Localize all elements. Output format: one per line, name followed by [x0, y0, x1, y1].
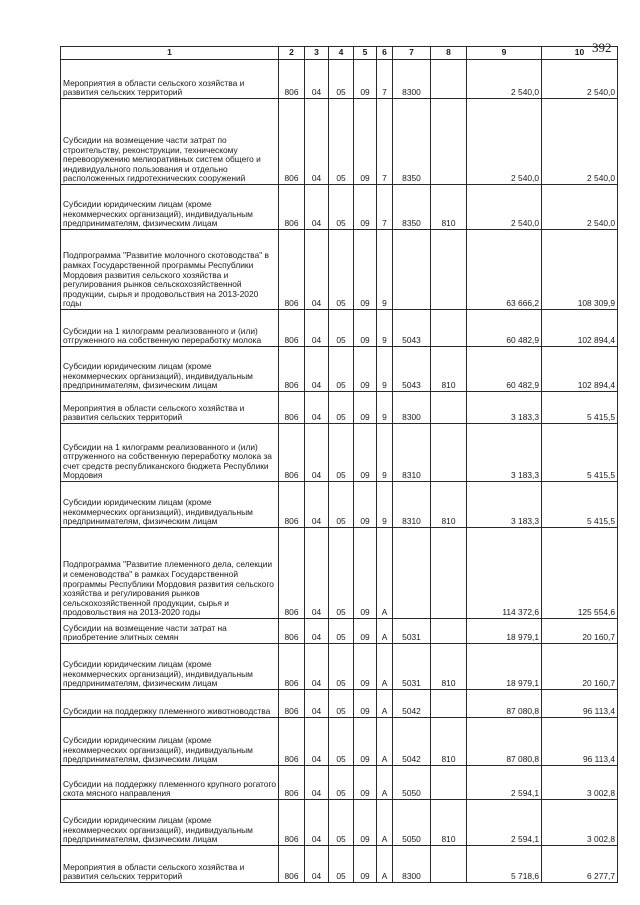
table-row	[61, 846, 618, 883]
table-row	[61, 99, 618, 185]
subprogram-code-cell: 7	[377, 60, 393, 99]
amount-cell-10: 3 002,8	[542, 800, 618, 846]
expense-type-cell	[431, 690, 467, 718]
subsection-code-cell: 05	[329, 60, 354, 99]
amount-cell-9: 2 594,1	[467, 766, 542, 800]
ministry-code-cell: 806	[279, 60, 305, 99]
target-code-cell: 5043	[393, 310, 431, 347]
subsection-code-cell: 05	[329, 528, 354, 619]
row-name-cell: Субсидии на возмещение части затрат по строительству, реконструкции, техническому перевооружению мелиоративных систем общего и индивидуального пользования и отдельно расположенных гидротехнических сооружений	[61, 99, 279, 185]
amount-cell-10: 3 002,8	[542, 766, 618, 800]
ministry-code-cell: 806	[279, 347, 305, 392]
subprogram-code-cell: 7	[377, 185, 393, 230]
program-code-cell: 09	[354, 347, 377, 392]
ministry-code-cell: 806	[279, 766, 305, 800]
subsection-code-cell: 05	[329, 230, 354, 310]
expense-type-cell: 810	[431, 800, 467, 846]
amount-cell-9: 60 482,9	[467, 310, 542, 347]
ministry-code-cell: 806	[279, 718, 305, 766]
header-cell-9: 9	[467, 47, 542, 60]
subprogram-code-cell: А	[377, 846, 393, 883]
subprogram-code-cell: 9	[377, 392, 393, 424]
subprogram-code-cell: А	[377, 718, 393, 766]
section-code-cell: 04	[305, 392, 329, 424]
table-row	[61, 718, 618, 766]
subprogram-code-cell: А	[377, 766, 393, 800]
subsection-code-cell: 05	[329, 766, 354, 800]
header-cell-1: 1	[61, 47, 279, 60]
table-row	[61, 800, 618, 846]
subprogram-code-cell: 9	[377, 482, 393, 528]
ministry-code-cell: 806	[279, 800, 305, 846]
expense-type-cell	[431, 60, 467, 99]
amount-cell-10: 5 415,5	[542, 482, 618, 528]
section-code-cell: 04	[305, 347, 329, 392]
subsection-code-cell: 05	[329, 718, 354, 766]
subprogram-code-cell: А	[377, 644, 393, 690]
ministry-code-cell: 806	[279, 482, 305, 528]
table-row	[61, 690, 618, 718]
amount-cell-10: 2 540,0	[542, 99, 618, 185]
section-code-cell: 04	[305, 310, 329, 347]
section-code-cell: 04	[305, 60, 329, 99]
target-code-cell: 8350	[393, 99, 431, 185]
amount-cell-10: 96 113,4	[542, 690, 618, 718]
row-name-cell: Мероприятия в области сельского хозяйства и развития сельских территорий	[61, 392, 279, 424]
section-code-cell: 04	[305, 482, 329, 528]
subsection-code-cell: 05	[329, 347, 354, 392]
subprogram-code-cell: А	[377, 619, 393, 644]
program-code-cell: 09	[354, 60, 377, 99]
table-row	[61, 766, 618, 800]
expense-type-cell	[431, 846, 467, 883]
amount-cell-10: 125 554,6	[542, 528, 618, 619]
table-row	[61, 60, 618, 99]
target-code-cell: 8300	[393, 392, 431, 424]
ministry-code-cell: 806	[279, 310, 305, 347]
row-name-cell: Субсидии на возмещение части затрат на приобретение элитных семян	[61, 619, 279, 644]
budget-table	[60, 46, 618, 883]
ministry-code-cell: 806	[279, 392, 305, 424]
ministry-code-cell: 806	[279, 619, 305, 644]
target-code-cell	[393, 230, 431, 310]
amount-cell-10: 96 113,4	[542, 718, 618, 766]
subsection-code-cell: 05	[329, 846, 354, 883]
subsection-code-cell: 05	[329, 185, 354, 230]
program-code-cell: 09	[354, 690, 377, 718]
amount-cell-9: 3 183,3	[467, 482, 542, 528]
table-row	[61, 482, 618, 528]
target-code-cell: 5042	[393, 718, 431, 766]
amount-cell-9: 3 183,3	[467, 392, 542, 424]
amount-cell-9: 2 540,0	[467, 60, 542, 99]
program-code-cell: 09	[354, 310, 377, 347]
header-cell-3: 3	[305, 47, 329, 60]
amount-cell-10: 2 540,0	[542, 185, 618, 230]
section-code-cell: 04	[305, 185, 329, 230]
table-row	[61, 230, 618, 310]
ministry-code-cell: 806	[279, 690, 305, 718]
amount-cell-9: 87 080,8	[467, 690, 542, 718]
expense-type-cell: 810	[431, 482, 467, 528]
amount-cell-9: 18 979,1	[467, 619, 542, 644]
table-row	[61, 185, 618, 230]
section-code-cell: 04	[305, 619, 329, 644]
table-row	[61, 310, 618, 347]
program-code-cell: 09	[354, 528, 377, 619]
ministry-code-cell: 806	[279, 230, 305, 310]
amount-cell-9: 5 718,6	[467, 846, 542, 883]
target-code-cell	[393, 528, 431, 619]
subprogram-code-cell: 9	[377, 424, 393, 482]
section-code-cell: 04	[305, 230, 329, 310]
expense-type-cell: 810	[431, 718, 467, 766]
subsection-code-cell: 05	[329, 392, 354, 424]
target-code-cell: 5043	[393, 347, 431, 392]
section-code-cell: 04	[305, 846, 329, 883]
row-name-cell: Субсидии юридическим лицам (кроме некоммерческих организаций), индивидуальным предпринимателям, физическим лицам	[61, 482, 279, 528]
header-cell-4: 4	[329, 47, 354, 60]
target-code-cell: 5042	[393, 690, 431, 718]
amount-cell-10: 2 540,0	[542, 60, 618, 99]
amount-cell-10: 20 160,7	[542, 644, 618, 690]
ministry-code-cell: 806	[279, 528, 305, 619]
target-code-cell: 8310	[393, 482, 431, 528]
row-name-cell: Субсидии юридическим лицам (кроме некоммерческих организаций), индивидуальным предпринимателям, физическим лицам	[61, 718, 279, 766]
subprogram-code-cell: 9	[377, 310, 393, 347]
amount-cell-9: 63 666,2	[467, 230, 542, 310]
ministry-code-cell: 806	[279, 846, 305, 883]
expense-type-cell	[431, 528, 467, 619]
amount-cell-9: 2 594,1	[467, 800, 542, 846]
expense-type-cell	[431, 99, 467, 185]
section-code-cell: 04	[305, 800, 329, 846]
amount-cell-10: 102 894,4	[542, 310, 618, 347]
header-cell-2: 2	[279, 47, 305, 60]
table-row	[61, 528, 618, 619]
header-cell-7: 7	[393, 47, 431, 60]
amount-cell-10: 102 894,4	[542, 347, 618, 392]
target-code-cell: 5031	[393, 644, 431, 690]
subprogram-code-cell: 9	[377, 230, 393, 310]
subsection-code-cell: 05	[329, 99, 354, 185]
subprogram-code-cell: А	[377, 528, 393, 619]
program-code-cell: 09	[354, 846, 377, 883]
amount-cell-10: 5 415,5	[542, 392, 618, 424]
table-row	[61, 392, 618, 424]
expense-type-cell	[431, 766, 467, 800]
program-code-cell: 09	[354, 800, 377, 846]
row-name-cell: Субсидии юридическим лицам (кроме некоммерческих организаций), индивидуальным предпринимателям, физическим лицам	[61, 644, 279, 690]
expense-type-cell	[431, 424, 467, 482]
amount-cell-9: 3 183,3	[467, 424, 542, 482]
target-code-cell: 8350	[393, 185, 431, 230]
target-code-cell: 5031	[393, 619, 431, 644]
page-number: 392	[592, 40, 612, 55]
header-cell-6: 6	[377, 47, 393, 60]
program-code-cell: 09	[354, 482, 377, 528]
section-code-cell: 04	[305, 424, 329, 482]
header-cell-8: 8	[431, 47, 467, 60]
row-name-cell: Субсидии на поддержку племенного животноводства	[61, 690, 279, 718]
program-code-cell: 09	[354, 392, 377, 424]
section-code-cell: 04	[305, 718, 329, 766]
subsection-code-cell: 05	[329, 482, 354, 528]
program-code-cell: 09	[354, 424, 377, 482]
amount-cell-10: 6 277,7	[542, 846, 618, 883]
amount-cell-9: 60 482,9	[467, 347, 542, 392]
expense-type-cell: 810	[431, 347, 467, 392]
row-name-cell: Субсидии юридическим лицам (кроме некоммерческих организаций), индивидуальным предпринимателям, физическим лицам	[61, 347, 279, 392]
row-name-cell: Субсидии на 1 килограмм реализованного и (или) отгруженного на собственную переработку молока	[61, 310, 279, 347]
expense-type-cell	[431, 230, 467, 310]
subsection-code-cell: 05	[329, 800, 354, 846]
subsection-code-cell: 05	[329, 310, 354, 347]
subprogram-code-cell: А	[377, 690, 393, 718]
row-name-cell: Мероприятия в области сельского хозяйства и развития сельских территорий	[61, 846, 279, 883]
subsection-code-cell: 05	[329, 424, 354, 482]
target-code-cell: 8300	[393, 60, 431, 99]
amount-cell-10: 108 309,9	[542, 230, 618, 310]
row-name-cell: Субсидии на поддержку племенного крупного рогатого скота мясного направления	[61, 766, 279, 800]
table-row	[61, 347, 618, 392]
amount-cell-9: 114 372,6	[467, 528, 542, 619]
section-code-cell: 04	[305, 99, 329, 185]
subsection-code-cell: 05	[329, 619, 354, 644]
header-row	[61, 47, 618, 60]
amount-cell-9: 87 080,8	[467, 718, 542, 766]
table-row	[61, 424, 618, 482]
expense-type-cell	[431, 619, 467, 644]
section-code-cell: 04	[305, 644, 329, 690]
program-code-cell: 09	[354, 619, 377, 644]
target-code-cell: 5050	[393, 800, 431, 846]
row-name-cell: Субсидии юридическим лицам (кроме некоммерческих организаций), индивидуальным предпринимателям, физическим лицам	[61, 800, 279, 846]
program-code-cell: 09	[354, 230, 377, 310]
amount-cell-10: 20 160,7	[542, 619, 618, 644]
program-code-cell: 09	[354, 185, 377, 230]
program-code-cell: 09	[354, 99, 377, 185]
ministry-code-cell: 806	[279, 185, 305, 230]
header-cell-10: 10	[542, 47, 618, 60]
subprogram-code-cell: А	[377, 800, 393, 846]
header-cell-5: 5	[354, 47, 377, 60]
subsection-code-cell: 05	[329, 690, 354, 718]
subprogram-code-cell: 9	[377, 347, 393, 392]
row-name-cell: Мероприятия в области сельского хозяйства и развития сельских территорий	[61, 60, 279, 99]
row-name-cell: Субсидии юридическим лицам (кроме некоммерческих организаций), индивидуальным предпринимателям, физическим лицам	[61, 185, 279, 230]
expense-type-cell	[431, 392, 467, 424]
row-name-cell: Подпрограмма "Развитие племенного дела, селекции и семеноводства" в рамках Государственной программы Республики Мордовия развития сельского хозяйства и регулирования рынков сельскохозяйственной продукции, сырья и продовольствия на 2013-2020 годы	[61, 528, 279, 619]
amount-cell-9: 2 540,0	[467, 99, 542, 185]
amount-cell-10: 5 415,5	[542, 424, 618, 482]
subsection-code-cell: 05	[329, 644, 354, 690]
program-code-cell: 09	[354, 766, 377, 800]
target-code-cell: 5050	[393, 766, 431, 800]
expense-type-cell	[431, 310, 467, 347]
row-name-cell: Субсидии на 1 килограмм реализованного и (или) отгруженного на собственную переработку молока за счет средств республиканского бюджета Республики Мордовия	[61, 424, 279, 482]
row-name-cell: Подпрограмма "Развитие молочного скотоводства" в рамках Государственной программы Республики Мордовия развития сельского хозяйства и регулирования рынков сельскохозяйственной продукции, сырья и продовольствия на 2013-2020 годы	[61, 230, 279, 310]
ministry-code-cell: 806	[279, 424, 305, 482]
table-row	[61, 644, 618, 690]
ministry-code-cell: 806	[279, 644, 305, 690]
section-code-cell: 04	[305, 528, 329, 619]
ministry-code-cell: 806	[279, 99, 305, 185]
expense-type-cell: 810	[431, 644, 467, 690]
expense-type-cell: 810	[431, 185, 467, 230]
section-code-cell: 04	[305, 690, 329, 718]
amount-cell-9: 18 979,1	[467, 644, 542, 690]
program-code-cell: 09	[354, 644, 377, 690]
target-code-cell: 8300	[393, 846, 431, 883]
table-row	[61, 619, 618, 644]
section-code-cell: 04	[305, 766, 329, 800]
amount-cell-9: 2 540,0	[467, 185, 542, 230]
program-code-cell: 09	[354, 718, 377, 766]
subprogram-code-cell: 7	[377, 99, 393, 185]
target-code-cell: 8310	[393, 424, 431, 482]
